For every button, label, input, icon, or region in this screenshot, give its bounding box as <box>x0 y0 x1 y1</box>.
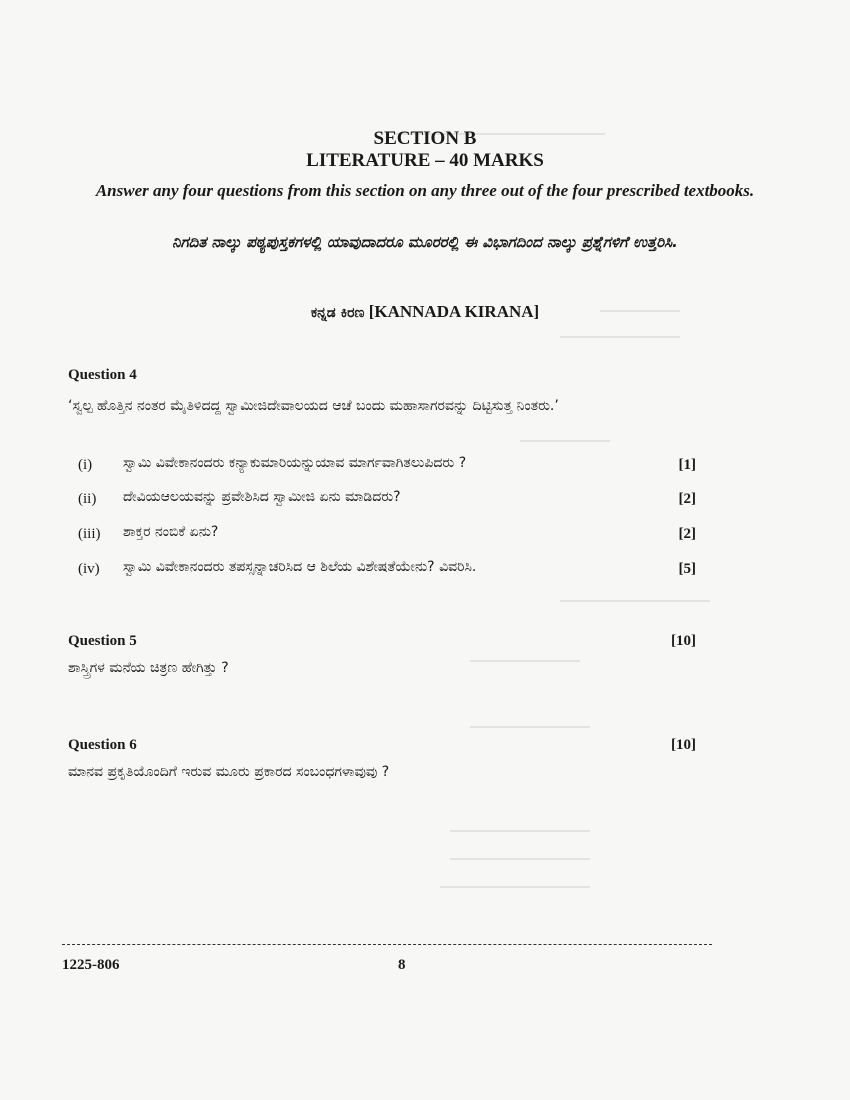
textbook-title <box>0 302 850 322</box>
section-subtitle: LITERATURE – 40 MARKS <box>306 150 544 171</box>
q4-sub-number: (iii) <box>78 526 101 542</box>
page-number: 8 <box>398 957 406 973</box>
textbook-title-english: [KANNADA KIRANA] <box>368 302 540 321</box>
q4-sub-question: ಸ್ವಾಮಿ ವಿವೇಕಾನಂದರು ತಪಸ್ಸನ್ನಾಚರಿಸಿದ ಆ ಶಿಲೆಯ ವಿಶೇಷತೆಯೇನು? ವಿವರಿಸಿ. <box>123 559 477 575</box>
question-4-label: Question 4 <box>68 367 137 383</box>
question-5-label: Question 5 <box>68 633 137 649</box>
q4-sub-question: ಶಾಕ್ತರ ನಂಬಿಕೆ ಏನು? <box>123 524 219 540</box>
bleed-through-mark <box>440 886 590 888</box>
question-6-label: Question 6 <box>68 737 137 753</box>
bleed-through-mark <box>470 726 590 728</box>
instruction-kannada: ನಿಗದಿತ ನಾಲ್ಕು ಪಠ್ಯಪುಸ್ತಕಗಳಲ್ಲಿ ಯಾವುದಾದರೂ ಮೂರರಲ್ಲಿ ಈ ವಿಭಾಗದಿಂದ ನಾಲ್ಕು ಪ್ರಶ್ನೆಗಳಿಗೆ ಉತ್ತರಿಸಿ. <box>172 233 678 251</box>
question-5-text: ಶಾಸ್ತ್ರಿಗಳ ಮನೆಯ ಚಿತ್ರಣ ಹೇಗಿತ್ತು ? <box>68 660 229 676</box>
q4-sub-marks: [2] <box>678 491 696 507</box>
footer-divider <box>62 944 712 945</box>
q4-sub-question: ದೇವಿಯಆಲಯವನ್ನು ಪ್ರವೇಶಿಸಿದ ಸ್ವಾಮೀಜಿ ಏನು ಮಾಡಿದರು? <box>123 489 401 505</box>
bleed-through-mark <box>450 858 590 860</box>
q4-sub-number: (ii) <box>78 491 97 507</box>
bleed-through-mark <box>560 600 710 602</box>
bleed-through-mark <box>560 336 680 338</box>
q4-sub-question: ಸ್ವಾಮಿ ವಿವೇಕಾನಂದರು ಕನ್ಯಾಕುಮಾರಿಯನ್ನುಯಾವ ಮಾರ್ಗವಾಗಿತಲುಪಿದರು ? <box>123 455 467 471</box>
bleed-through-mark <box>450 830 590 832</box>
section-title: SECTION B <box>373 128 477 149</box>
q4-sub-marks: [2] <box>678 526 696 542</box>
paper-code: 1225-806 <box>62 957 120 973</box>
q4-sub-number: (i) <box>78 457 93 473</box>
bleed-through-mark <box>520 440 610 442</box>
q4-sub-number: (iv) <box>78 561 100 577</box>
q4-sub-marks: [1] <box>678 457 696 473</box>
question-6-text: ಮಾನವ ಪ್ರಕೃತಿಯೊಂದಿಗೆ ಇರುವ ಮೂರು ಪ್ರಕಾರದ ಸಂಬಂಧಗಳಾವುವು ? <box>68 764 390 780</box>
q4-sub-marks: [5] <box>678 561 696 577</box>
instruction-english: Answer any four questions from this section on any three out of the four prescribed textbooks. <box>95 181 755 200</box>
question-5-marks: [10] <box>671 633 696 649</box>
question-6-marks: [10] <box>671 737 696 753</box>
bleed-through-mark <box>470 660 580 662</box>
question-4-passage: ‘ಸ್ವಲ್ಪ ಹೊತ್ತಿನ ನಂತರ ಮೈತಿಳಿದದ್ದ ಸ್ವಾಮೀಜಿದೇವಾಲಯದ ಆಚೆ ಬಂದು ಮಹಾಸಾಗರವನ್ನು ದಿಟ್ಟಿಸುತ್ತ ನಿಂತರು.’ <box>68 398 559 414</box>
textbook-title-kannada: ಕನ್ನಡ ಕಿರಣ <box>310 305 365 321</box>
